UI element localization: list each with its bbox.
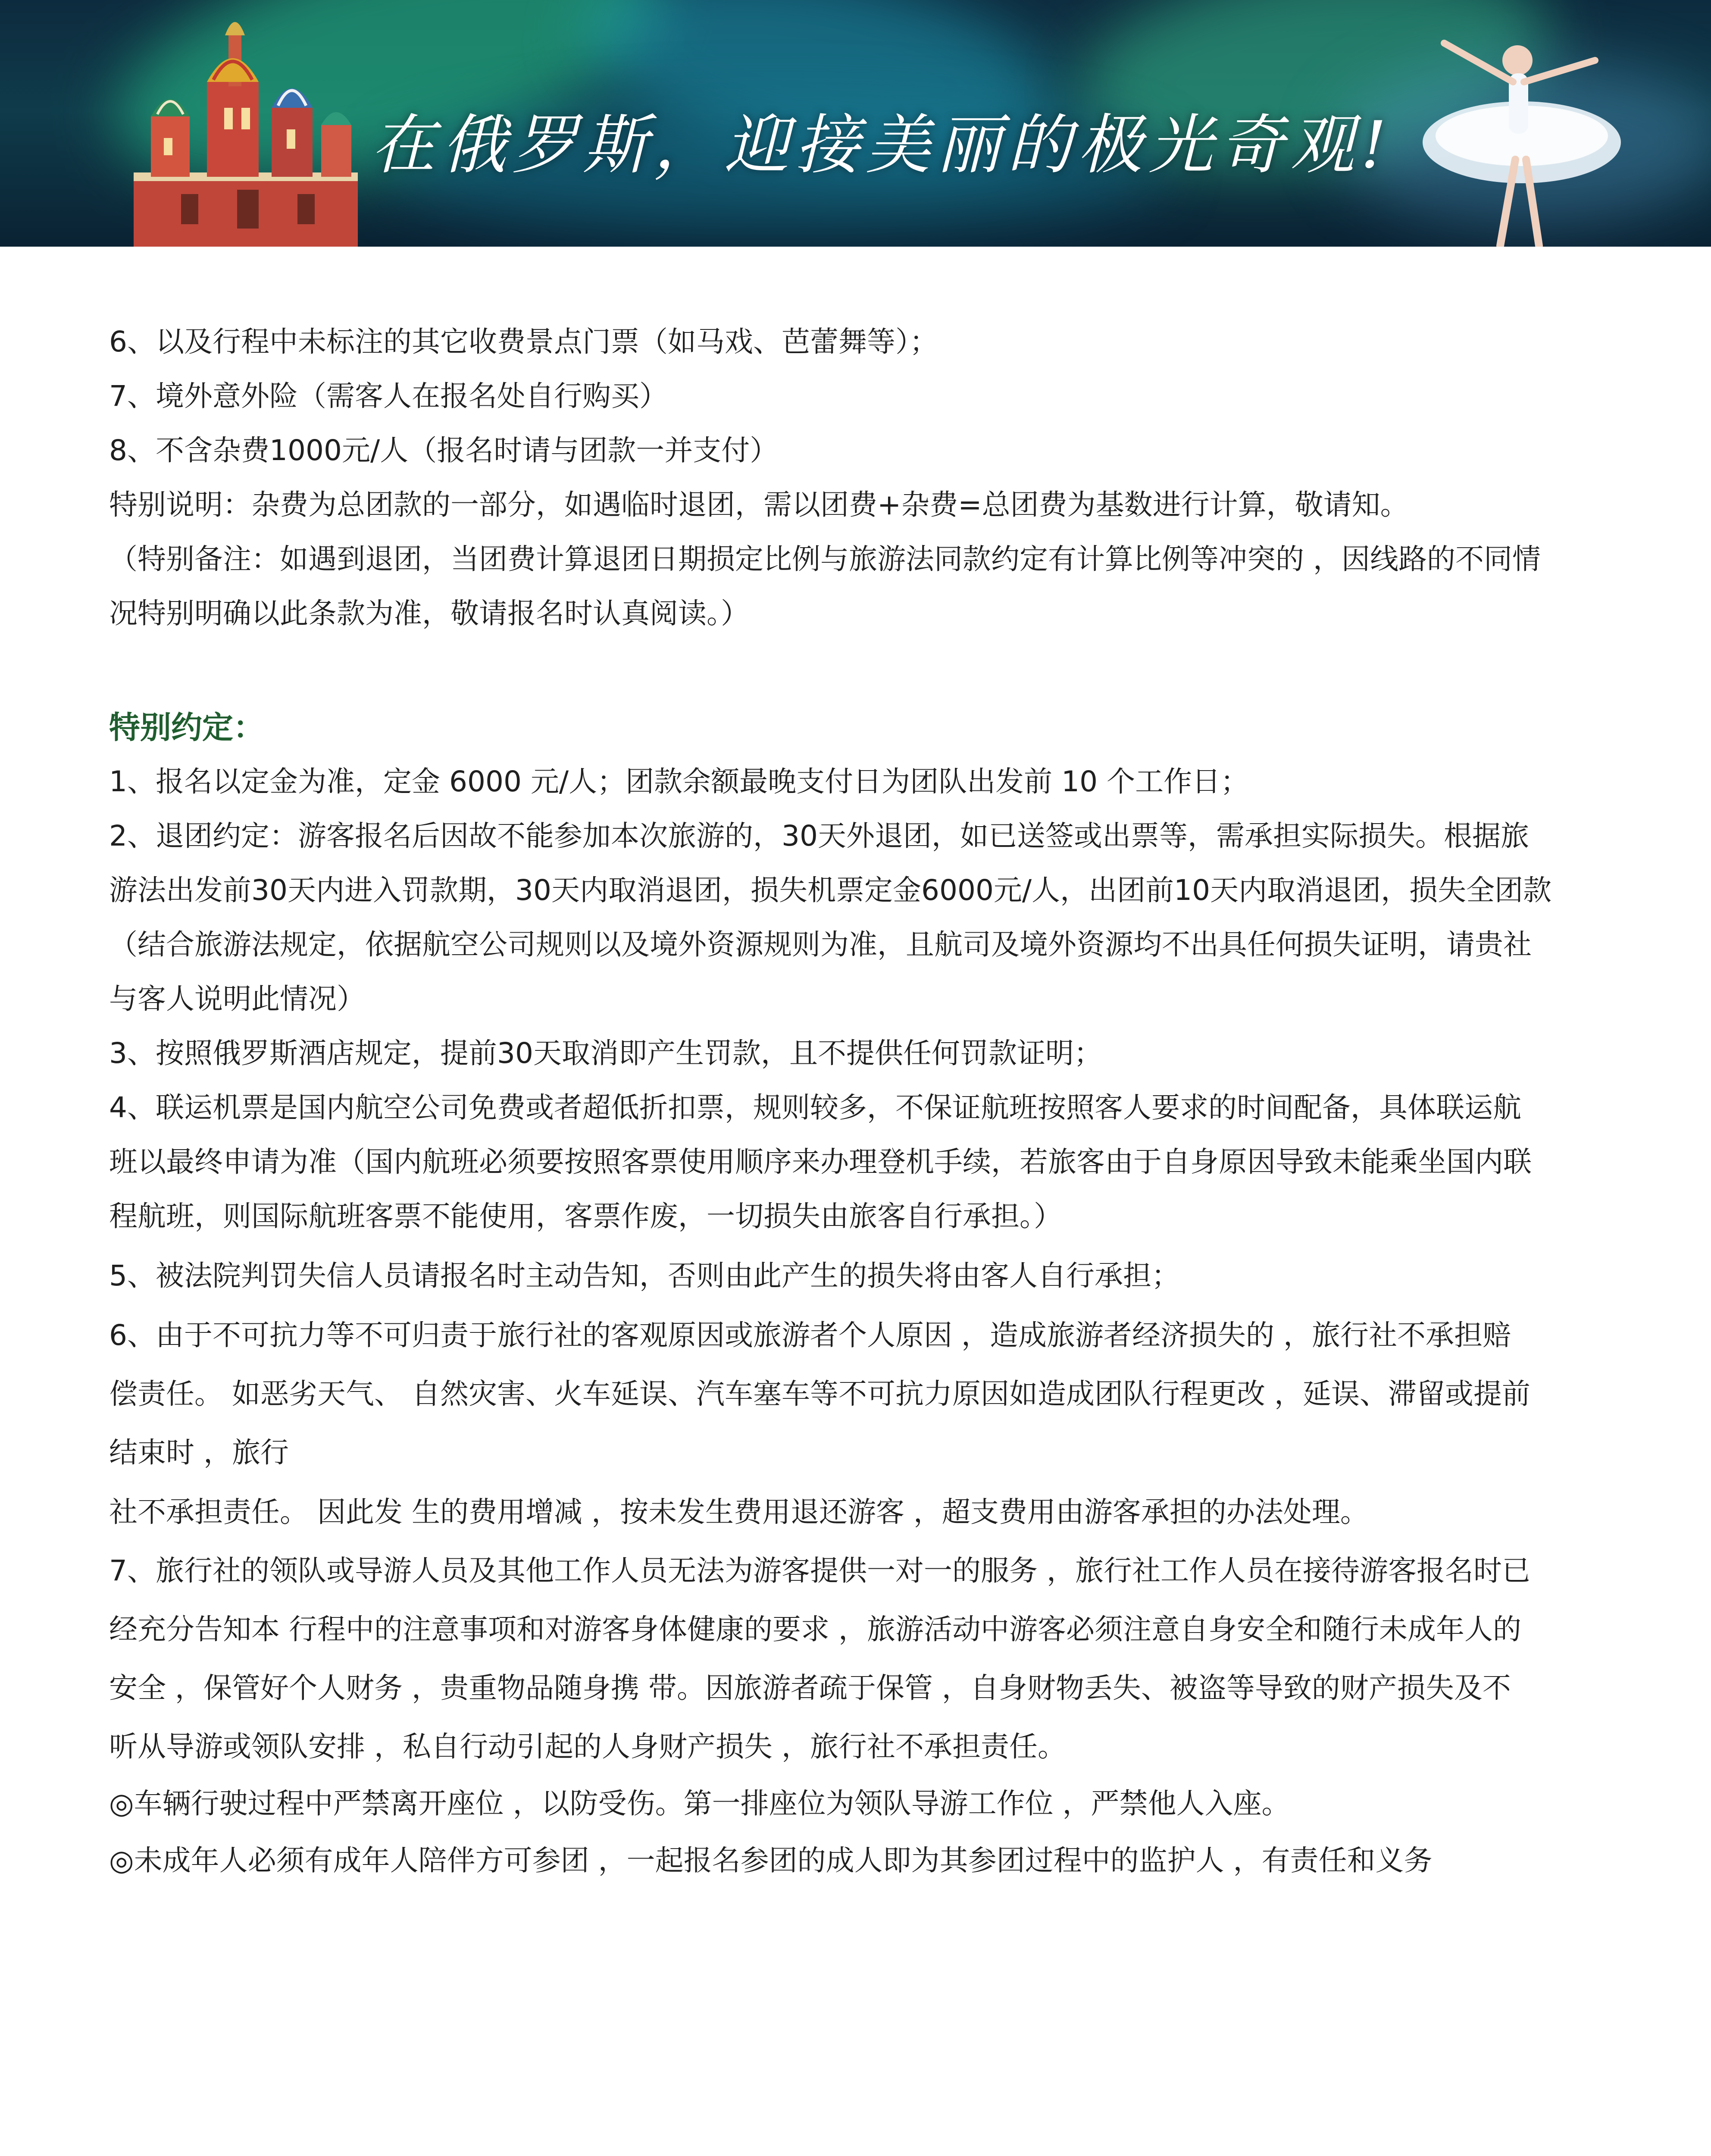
agreement-line: 3、按照俄罗斯酒店规定，提前30天取消即产生罚款，且不提供任何罚款证明； (109, 1037, 1102, 1070)
agreement-line: 游法出发前30天内进入罚款期，30天内取消退团，损失机票定金6000元/人，出团前10天内取消退团，损失全团款 (109, 874, 1552, 907)
agreement-line: 偿责任。 如恶劣天气、 自然灾害、火车延误、汽车塞车等不可抗力原因如造成团队行程更改 ，延误、滞留或提前 (109, 1377, 1530, 1410)
header-banner (0, 0, 1711, 247)
agreement-line: ◎车辆行驶过程中严禁离开座位 ，以防受伤。第一排座位为领队导游工作位 ，严禁他人入座。 (109, 1787, 1290, 1820)
agreement-line: 经充分告知本 行程中的注意事项和对游客身体健康的要求 ，旅游活动中游客必须注意自身安全和随行未成年人的 (109, 1613, 1521, 1646)
terms-content (109, 315, 1618, 1888)
agreement-line: 4、联运机票是国内航空公司免费或者超低折扣票，规则较多，不保证航班按照客人要求的时间配备，具体联运航 (109, 1091, 1521, 1124)
page-title: 在俄罗斯，迎接美丽的极光奇观! (371, 108, 1393, 183)
agreement-line: 与客人说明此情况） (109, 982, 365, 1015)
ballerina-illustration (1392, 13, 1634, 247)
agreement-line: 程航班，则国际航班客票不能使用，客票作废，一切损失由旅客自行承担。） (109, 1200, 1062, 1233)
special-note: 特别说明：杂费为总团款的一部分，如遇临时退团，需以团费+杂费=总团费为基数进行计算，敬请知。 (109, 488, 1409, 521)
agreement-line: 听从导游或领队安排 ，私自行动引起的人身财产损失 ，旅行社不承担责任。 (109, 1730, 1066, 1763)
exclusion-item: 8、不含杂费1000元/人（报名时请与团款一并支付） (109, 434, 779, 467)
agreement-line: 安全 ，保管好个人财务 ，贵重物品随身携 带。因旅游者疏于保管 ，自身财物丢失、被盗等导致的财产损失及不 (109, 1671, 1511, 1705)
agreement-line: 5、被法院判罚失信人员请报名时主动告知，否则由此产生的损失将由客人自行承担； (109, 1259, 1180, 1292)
st-basils-cathedral-illustration (125, 9, 366, 247)
section-heading: 特别约定： (109, 709, 265, 746)
agreement-line: 结束时 ，旅行 (109, 1436, 289, 1469)
exclusion-item: 6、以及行程中未标注的其它收费景点门票（如马戏、芭蕾舞等）； (109, 325, 938, 358)
special-remark: 况特别明确以此条款为准，敬请报名时认真阅读。） (109, 597, 749, 630)
agreement-line: 2、退团约定：游客报名后因故不能参加本次旅游的，30天外退团，如已送签或出票等，需承担实际损失。根据旅 (109, 819, 1529, 852)
agreement-line: 社不承担责任。 因此发 生的费用增减 ，按未发生费用退还游客 ，超支费用由游客承担的办法处理。 (109, 1495, 1369, 1529)
agreement-line: 6、由于不可抗力等不可归责于旅行社的客观原因或旅游者个人原因 ，造成旅游者经济损失的 ，旅行社不承担赔 (109, 1319, 1511, 1352)
exclusion-item: 7、境外意外险（需客人在报名处自行购买） (109, 379, 668, 413)
special-remark: （特别备注：如遇到退团，当团费计算退团日期损定比例与旅游法同款约定有计算比例等冲突的 ，因线路的不同情 (109, 542, 1541, 576)
agreement-line: ◎未成年人必须有成年人陪伴方可参团 ，一起报名参团的成人即为其参团过程中的监护人 ，有责任和义务 (109, 1844, 1433, 1877)
agreement-line: 班以最终申请为准（国内航班必须要按照客票使用顺序来办理登机手续，若旅客由于自身原因导致未能乘坐国内联 (109, 1145, 1532, 1178)
agreement-line: 1、报名以定金为准，定金 6000 元/人；团款余额最晚支付日为团队出发前 10 个工作日； (109, 765, 1249, 798)
agreement-line: （结合旅游法规定，依据航空公司规则以及境外资源规则为准，且航司及境外资源均不出具任何损失证明，请贵社 (109, 928, 1532, 961)
agreement-line: 7、旅行社的领队或导游人员及其他工作人员无法为游客提供一对一的服务 ，旅行社工作人员在接待游客报名时已 (109, 1554, 1530, 1587)
